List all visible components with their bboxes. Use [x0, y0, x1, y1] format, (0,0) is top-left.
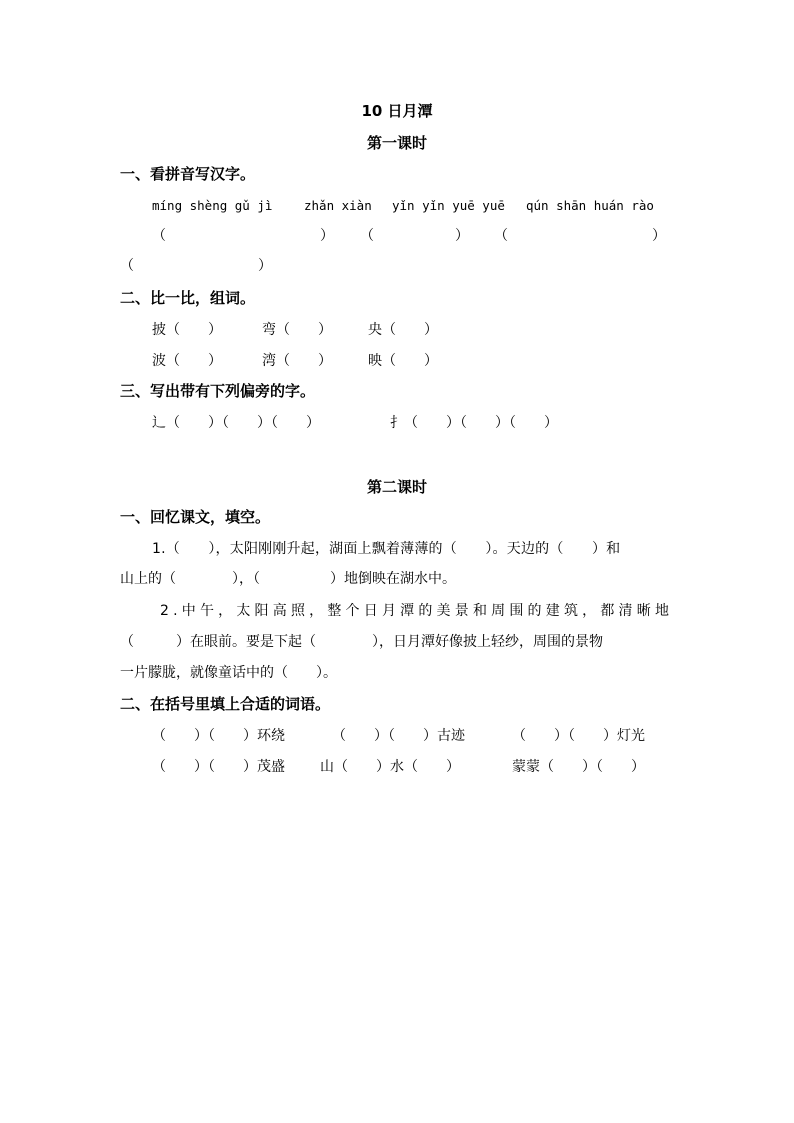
fill-2-1: （ ）（ ）茂盛 [152, 759, 285, 775]
pinyin-2: zhǎn xiàn [304, 198, 372, 213]
lesson2-q2-title: 二、在括号里填上合适的词语。 [120, 695, 331, 713]
fill-2-2: 山（ ）水（ ） [320, 759, 460, 775]
radical-row-right: 扌（ ）（ ）（ ） [390, 415, 558, 431]
lesson-1-heading: 第一课时 [366, 134, 427, 152]
page-title: 10 日月潭 [361, 102, 433, 120]
recall-line-3: 2.中午，太阳高照，整个日月潭的美景和周围的建筑，都清晰地 [160, 603, 674, 619]
compare-1-3: 央（ ） [368, 322, 438, 338]
compare-1-2: 弯（ ） [262, 322, 332, 338]
recall-line-4: （ ）在眼前。要是下起（ ），日月潭好像披上轻纱，周围的景物 [120, 634, 603, 650]
lesson2-q1-title: 一、回忆课文，填空。 [120, 508, 271, 526]
bracket-1-close: ） [320, 228, 334, 244]
pinyin-3: yǐn yǐn yuē yuē [392, 198, 505, 213]
lesson1-q1-title: 一、看拼音写汉字。 [120, 165, 256, 183]
fill-1-3: （ ）（ ）灯光 [512, 728, 645, 744]
bracket-2-open: （ [360, 228, 374, 244]
compare-2-2: 湾（ ） [262, 353, 332, 369]
bracket-3-open: （ [494, 228, 508, 244]
lesson1-q2-title: 二、比一比，组词。 [120, 289, 256, 307]
bracket-2-close: ） [455, 228, 469, 244]
lesson1-q3-title: 三、写出带有下列偏旁的字。 [120, 382, 316, 400]
recall-line-2: 山上的（ ），（ ）地倒映在湖水中。 [120, 571, 456, 587]
fill-1-1: （ ）（ ）环绕 [152, 728, 285, 744]
compare-1-1: 披（ ） [152, 322, 222, 338]
recall-line-1: 1.（ ），太阳刚刚升起，湖面上飘着薄薄的（ ）。天边的（ ）和 [152, 541, 621, 557]
bracket-4-close: ） [258, 258, 272, 274]
bracket-3-close: ） [652, 228, 666, 244]
radical-row-left: 辶（ ）（ ）（ ） [152, 415, 320, 431]
lesson-2-heading: 第二课时 [366, 478, 427, 496]
fill-2-3: 蒙蒙（ ）（ ） [512, 759, 645, 775]
fill-1-2: （ ）（ ）古迹 [332, 728, 465, 744]
compare-2-1: 波（ ） [152, 353, 222, 369]
recall-line-5: 一片朦胧，就像童话中的（ ）。 [120, 665, 337, 681]
bracket-1-open: （ [152, 228, 166, 244]
compare-2-3: 映（ ） [368, 353, 438, 369]
pinyin-4: qún shān huán rào [526, 198, 654, 213]
bracket-4-open: （ [120, 258, 134, 274]
pinyin-1: míng shèng gǔ jì [152, 198, 273, 213]
